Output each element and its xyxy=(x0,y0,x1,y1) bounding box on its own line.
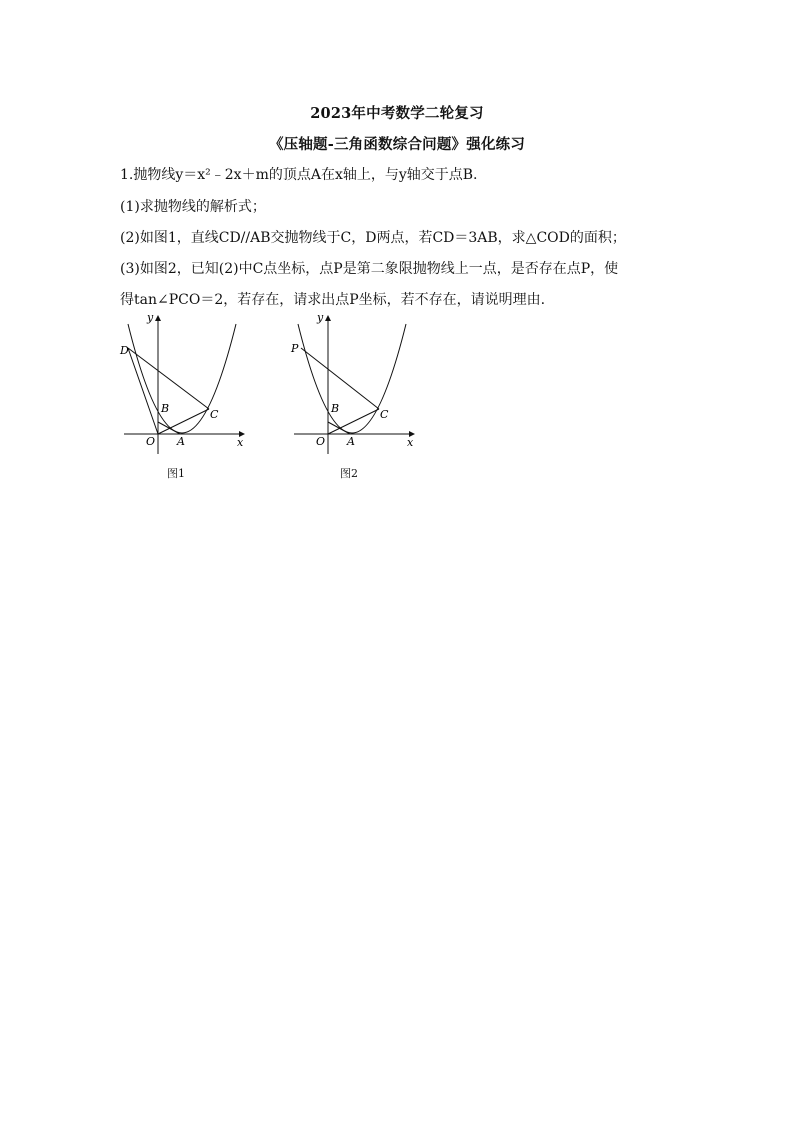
label-a: A xyxy=(347,435,355,448)
page-title: 2023年中考数学二轮复习 xyxy=(310,105,484,122)
label-c: C xyxy=(210,408,219,421)
label-c: C xyxy=(380,408,389,421)
page-subtitle: 《压轴题-三角函数综合问题》强化练习 xyxy=(268,136,526,153)
figure-1-caption: 图1 xyxy=(167,467,185,480)
problem-stem: 1.抛物线y＝x²﹣2x＋m的顶点A在x轴上，与y轴交于点B. xyxy=(120,167,478,183)
problem-part-1: (1)求抛物线的解析式； xyxy=(120,199,266,215)
line-pc xyxy=(301,348,379,409)
label-a: A xyxy=(177,435,185,448)
figure-1-diagram xyxy=(116,312,252,458)
parabola-curve xyxy=(298,324,406,433)
label-p: P xyxy=(291,342,299,355)
label-b: B xyxy=(331,402,340,415)
label-d: D xyxy=(120,344,129,357)
parabola-curve xyxy=(128,324,236,433)
line-od xyxy=(128,348,158,434)
problem-part-2: (2)如图1，直线CD//AB交抛物线于C，D两点，若CD＝3AB，求△COD的面积； xyxy=(120,230,626,246)
label-y: y xyxy=(317,312,324,324)
label-x: x xyxy=(407,436,414,449)
figure-2-caption: 图2 xyxy=(340,467,358,480)
label-x: x xyxy=(237,436,244,449)
label-origin: O xyxy=(316,435,326,448)
line-cd xyxy=(128,348,209,409)
label-b: B xyxy=(161,402,170,415)
label-y: y xyxy=(147,312,154,324)
figure-2-diagram xyxy=(286,312,422,458)
label-origin: O xyxy=(146,435,156,448)
problem-part-3-line-2: 得tan∠PCO＝2，若存在，请求出点P坐标，若不存在，请说明理由. xyxy=(120,292,546,308)
problem-part-3-line-1: (3)如图2，已知(2)中C点坐标，点P是第二象限抛物线上一点，是否存在点P，使 xyxy=(120,261,619,277)
